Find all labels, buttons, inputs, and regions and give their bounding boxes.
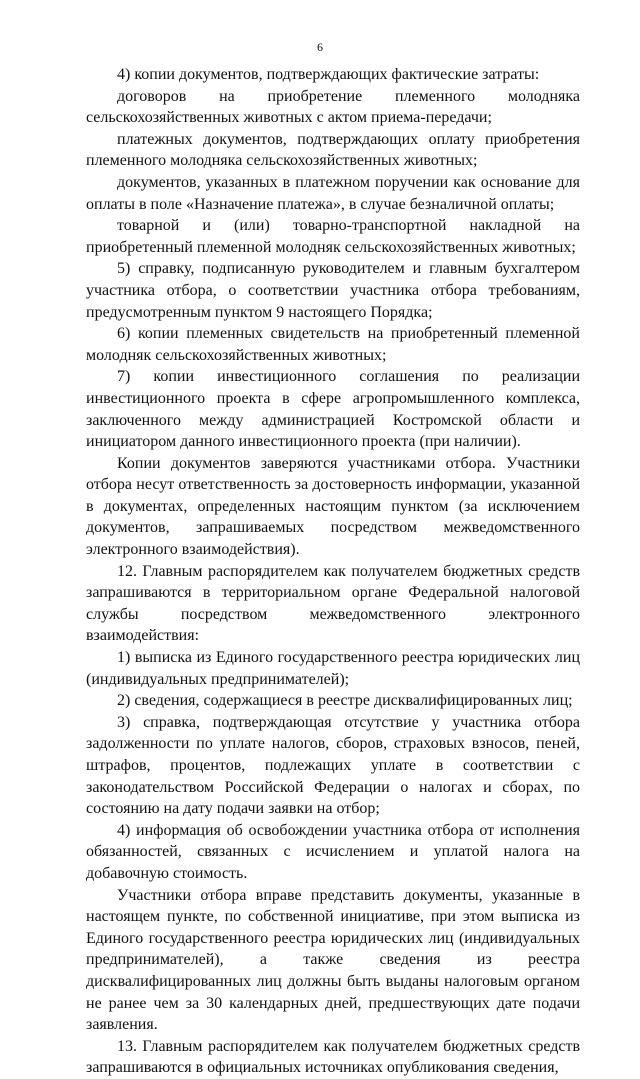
paragraph-payment-documents: платежных документов, подтверждающих оплату приобретения племенного молодняка сельскохозяйственных животных; xyxy=(86,130,580,170)
paragraph-own-initiative: Участники отбора вправе представить документы, указанные в настоящем пункте, по собственной инициативе, при этом выписка из Единого государственного реестра юридических лиц (индивидуальных предпринимателей), а также сведения из реестра дисквалифицированных лиц должны быть выданы налоговым органом не ранее чем за 30 календарных дней, предшествующих дате подачи заявления. xyxy=(86,886,580,1034)
page-number: 6 xyxy=(317,40,323,54)
paragraph-item-4-header: 4) копии документов, подтверждающих фактические затраты: xyxy=(117,66,540,83)
paragraph-item-7: 7) копии инвестиционного соглашения по реализации инвестиционного проекта в сфере агропромышленного комплекса, заключенного между администрацией Костромской области и инициатором данного инвестиционного проекта (при наличии). xyxy=(86,368,580,451)
paragraph-waybill: товарной и (или) товарно-транспортной накладной на приобретенный племенной молодняк сельскохозяйственных животных; xyxy=(86,217,580,256)
paragraph-contracts: договоров на приобретение племенного молодняка сельскохозяйственных животных с актом приема-передачи; xyxy=(86,87,580,127)
paragraph-clause-12-item-2: 2) сведения, содержащиеся в реестре дисквалифицированных лиц; xyxy=(117,692,573,710)
paragraph-clause-12-item-4: 4) информация об освобождении участника отбора от исполнения обязанностей, связанных с исчислением и уплатой налога на добавочную стоимость. xyxy=(86,821,580,882)
paragraph-item-5: 5) справку, подписанную руководителем и главным бухгалтером участника отбора, о соответствии участника отбора требованиям, предусмотренным пунктом 9 настоящего Порядка; xyxy=(86,260,580,321)
paragraph-certification: Копии документов заверяются участниками отбора. Участники отбора несут ответственность за достоверность информации, указанной в документах, определенных настоящим пунктом (за исключением документов, запрашиваемых посредством межведомственного электронного взаимодействия). xyxy=(86,454,580,559)
paragraph-clause-12-item-3: 3) справка, подтверждающая отсутствие у участника отбора задолженности по уплате налогов, сборов, страховых взносов, пеней, штрафов, процентов, подлежащих уплате в соответствии с законодательством Российской Федерации о налогах и сборах, по состоянию на дату подачи заявки на отбор; xyxy=(86,713,580,818)
paragraph-clause-13: 13. Главным распорядителем как получателем бюджетных средств запрашиваются в официальных источниках опубликования сведения, xyxy=(86,1037,580,1077)
paragraph-clause-12: 12. Главным распорядителем как получателем бюджетных средств запрашиваются в территориальном органе Федеральной налоговой службы посредством межведомственного электронного взаимодействия: xyxy=(86,562,580,645)
paragraph-payment-basis-documents: документов, указанных в платежном поручении как основание для оплаты в поле «Назначение платежа», в случае безналичной оплаты; xyxy=(86,173,580,213)
document-body xyxy=(86,64,580,1079)
paragraph-item-6: 6) копии племенных свидетельств на приобретенный племенной молодняк сельскохозяйственных животных; xyxy=(86,325,580,364)
paragraph-clause-12-item-1: 1) выписка из Единого государственного реестра юридических лиц (индивидуальных предпринимателей); xyxy=(86,649,580,688)
